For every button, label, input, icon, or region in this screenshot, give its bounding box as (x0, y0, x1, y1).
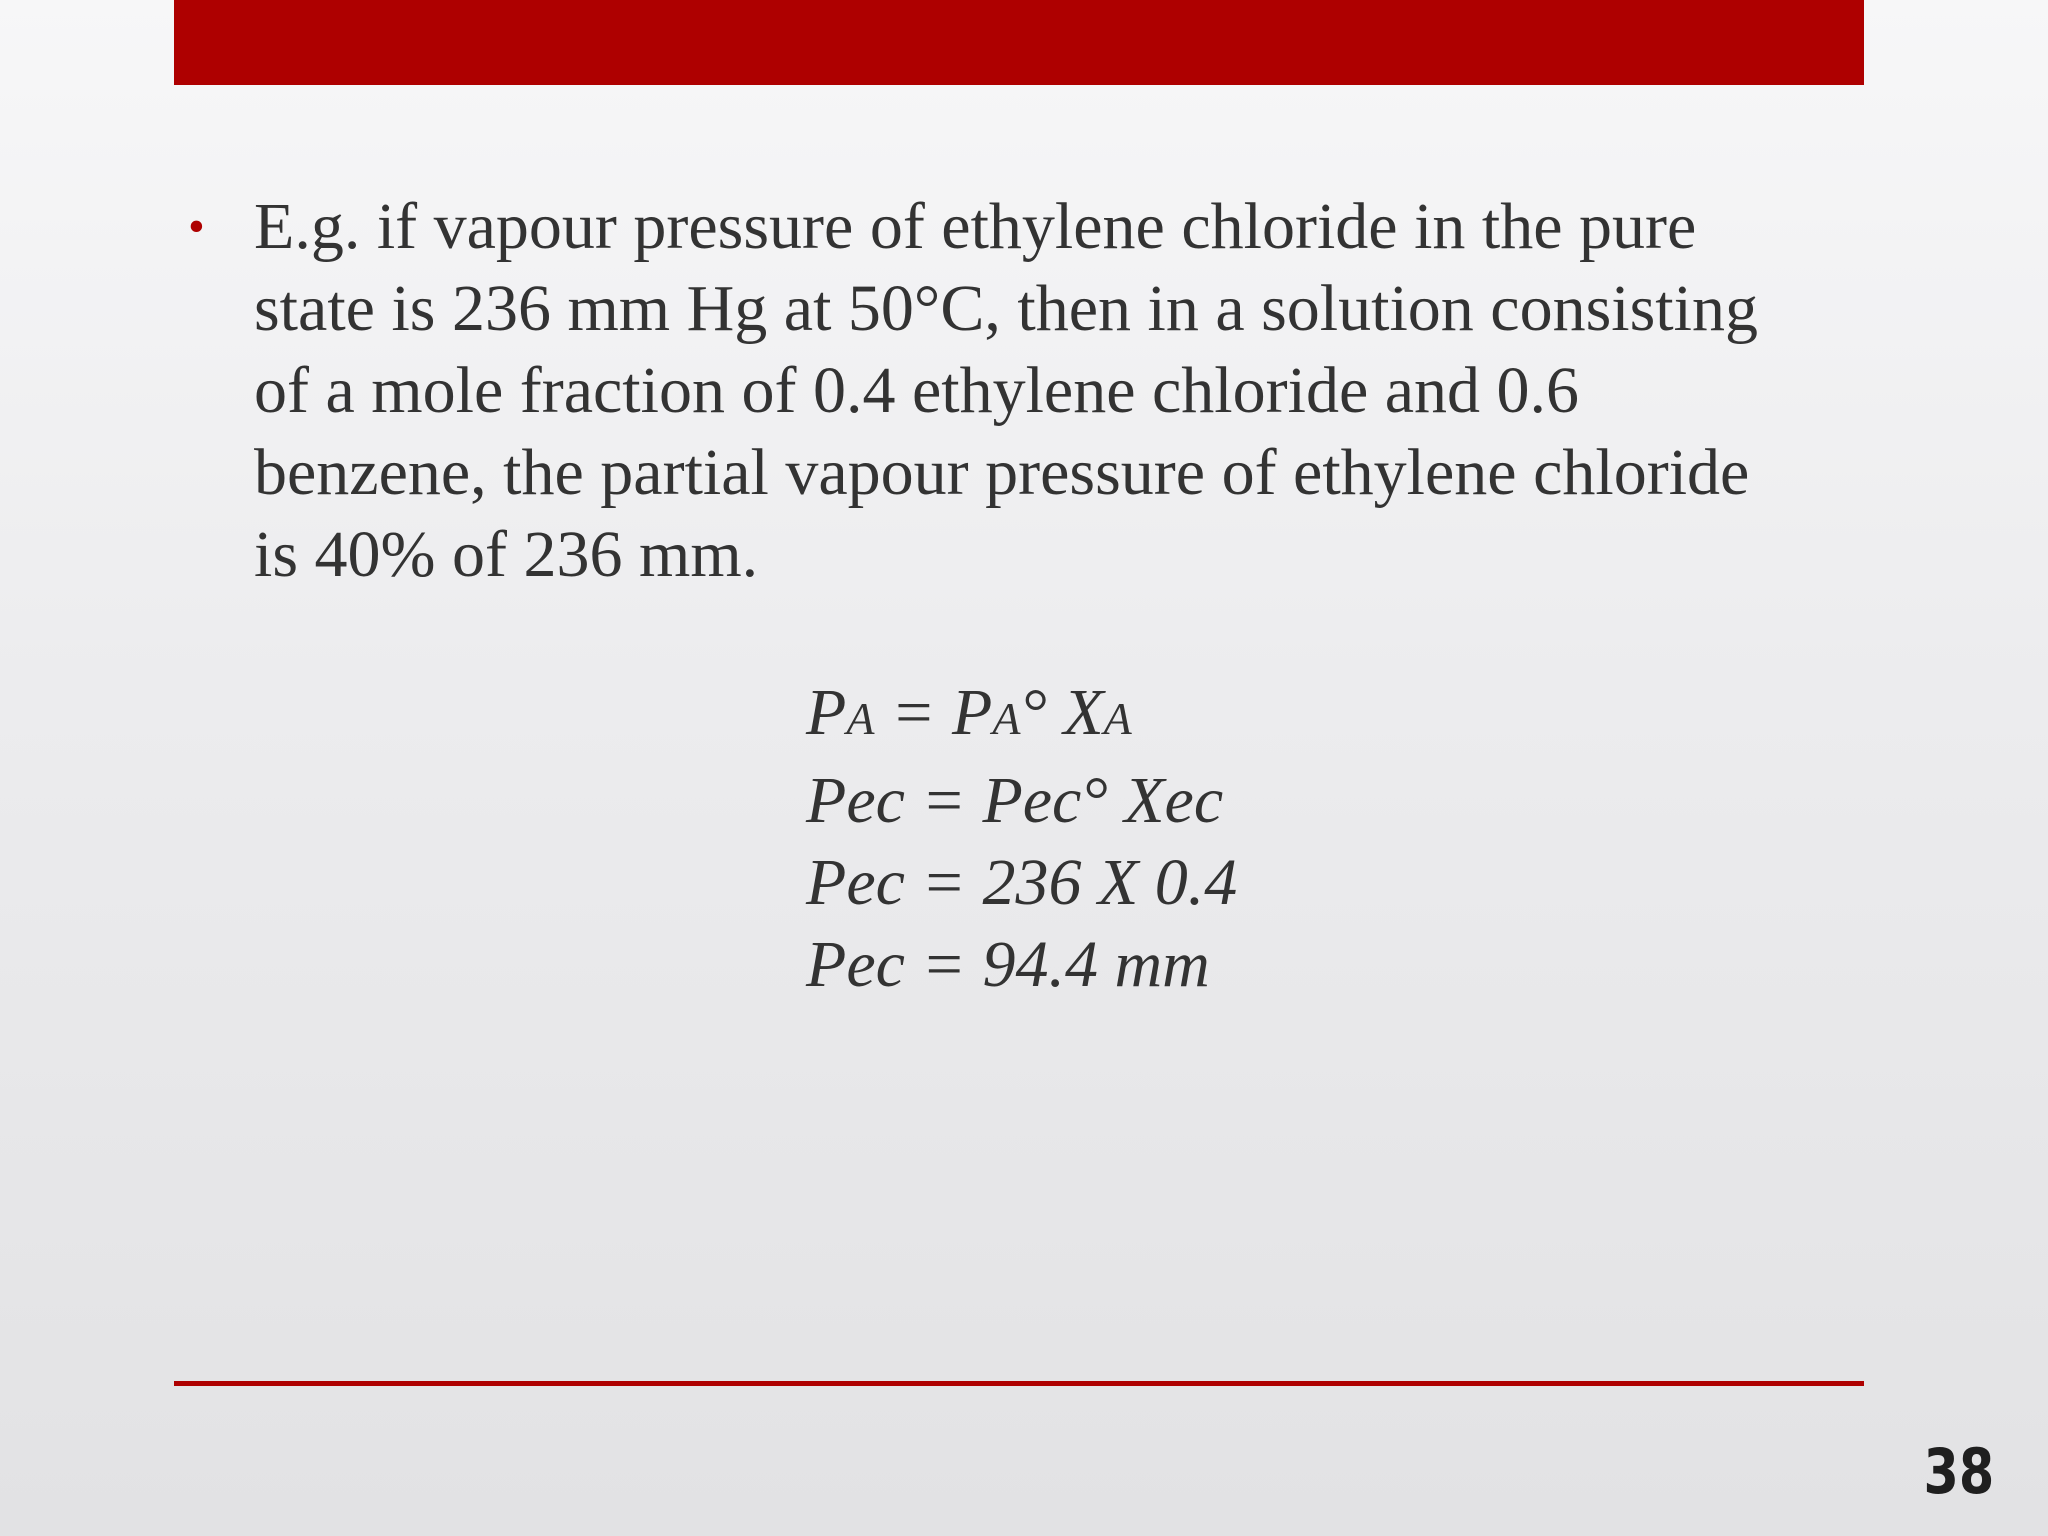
top-accent-bar (174, 0, 1864, 85)
eq-subscript-xa: A (1103, 693, 1132, 744)
bottom-divider (174, 1381, 1864, 1386)
equation-substitution: Pec = 236 X 0.4 (806, 846, 1238, 919)
slide-body (184, 186, 1844, 596)
eq-equals: = (874, 676, 952, 749)
bullet-line-5: is 40% of 236 mm. (254, 518, 759, 591)
equation-ethylene-chloride: Pec = Pec° Xec (806, 764, 1224, 837)
bullet-line-2: state is 236 mm Hg at 50°C, then in a solution consisting (254, 272, 1758, 345)
bullet-line-3: of a mole fraction of 0.4 ethylene chloride and 0.6 (254, 354, 1580, 427)
bullet-line-1: E.g. if vapour pressure of ethylene chloride in the pure (254, 190, 1697, 263)
eq-subscript-a0: A (992, 693, 1021, 744)
bullet-line-4: benzene, the partial vapour pressure of ethylene chloride (254, 436, 1750, 509)
bullet-marker: • (188, 200, 205, 253)
eq-subscript-a: A (846, 693, 875, 744)
eq-symbol-p: P (806, 676, 847, 749)
eq-symbol-p0: P (951, 676, 993, 749)
equations-block (806, 672, 1237, 1006)
equation-result: Pec = 94.4 mm (806, 928, 1210, 1001)
bullet-item (184, 186, 1844, 596)
eq-symbol-x: X (1063, 676, 1104, 749)
page-number: 38 (1923, 1435, 1994, 1508)
equation-raoult-general (806, 672, 1237, 760)
eq-degree: ° (1020, 676, 1064, 749)
